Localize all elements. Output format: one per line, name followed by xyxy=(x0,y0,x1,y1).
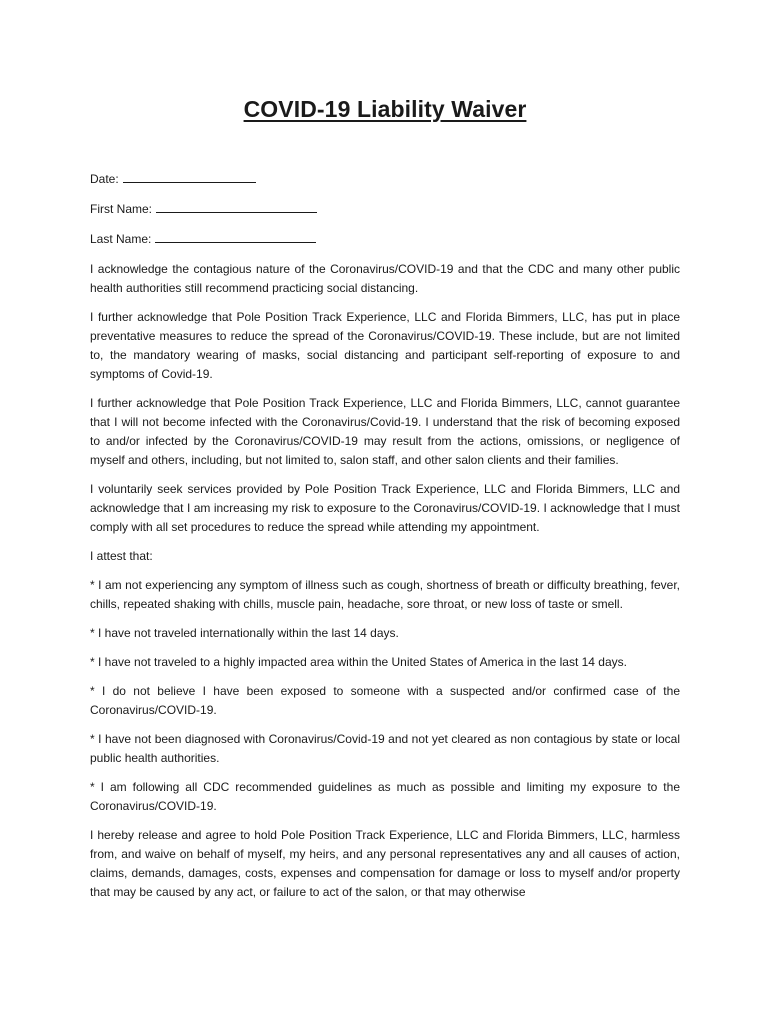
attest-heading: I attest that: xyxy=(90,549,153,563)
attestation-item: * I am following all CDC recommended guidelines as much as possible and limiting my exposure to the Coronavirus/COVID-19. xyxy=(90,780,680,813)
voluntary-services-paragraph: I voluntarily seek services provided by Pole Position Track Experience, LLC and Florida Bimmers, LLC and acknowledge that I am increasing my risk to exposure to the Coronavirus/COVID-19. I acknowledge that I must comply with all set procedures to reduce the spread while attending my appointment. xyxy=(90,482,680,534)
last-name-field xyxy=(90,230,680,249)
last-name-blank-line[interactable] xyxy=(155,230,316,243)
release-paragraph: I hereby release and agree to hold Pole Position Track Experience, LLC and Florida Bimmers, LLC, harmless from, and waive on behalf of myself, my heirs, and any personal representatives any and all causes of action, claims, demands, damages, costs, expenses and compensation for damage or loss to myself and/or property that may be caused by any act, or failure to act of the salon, or that may otherwise xyxy=(90,828,680,899)
attestation-item: * I have not been diagnosed with Coronavirus/Covid-19 and not yet cleared as non contagious by state or local public health authorities. xyxy=(90,732,680,765)
waiver-body xyxy=(90,170,680,912)
last-name-label: Last Name: xyxy=(90,232,152,246)
attestation-item: * I have not traveled internationally within the last 14 days. xyxy=(90,626,399,640)
page-title: COVID-19 Liability Waiver xyxy=(243,96,527,122)
attestation-item: * I am not experiencing any symptom of illness such as cough, shortness of breath or difficulty breathing, fever, chills, repeated shaking with chills, muscle pain, headache, sore throat, or new loss of taste or smell. xyxy=(90,578,680,611)
first-name-field xyxy=(90,200,680,219)
first-name-label: First Name: xyxy=(90,202,153,216)
date-blank-line[interactable] xyxy=(123,170,256,183)
no-guarantee-paragraph: I further acknowledge that Pole Position Track Experience, LLC and Florida Bimmers, LLC, cannot guarantee that I will not become infected with the Coronavirus/Covid-19. I understand that the risk of becoming exposed to and/or infected by the Coronavirus/COVID-19 may result from the actions, omissions, or negligence of myself and others, including, but not limited to, salon staff, and other salon clients and their families. xyxy=(90,396,680,467)
date-field xyxy=(90,170,680,189)
date-label: Date: xyxy=(90,172,119,186)
attestation-item: * I do not believe I have been exposed to someone with a suspected and/or confirmed case of the Coronavirus/COVID-19. xyxy=(90,684,680,717)
preventative-measures-paragraph: I further acknowledge that Pole Position Track Experience, LLC and Florida Bimmers, LLC, has put in place preventative measures to reduce the spread of the Coronavirus/COVID-19. These include, but are not limited to, the mandatory wearing of masks, social distancing and participant self-reporting of exposure to and symptoms of Covid-19. xyxy=(90,310,680,381)
acknowledgement-paragraph: I acknowledge the contagious nature of the Coronavirus/COVID-19 and that the CDC and many other public health authorities still recommend practicing social distancing. xyxy=(90,262,680,295)
attestation-item: * I have not traveled to a highly impacted area within the United States of America in the last 14 days. xyxy=(90,655,627,669)
first-name-blank-line[interactable] xyxy=(156,200,317,213)
